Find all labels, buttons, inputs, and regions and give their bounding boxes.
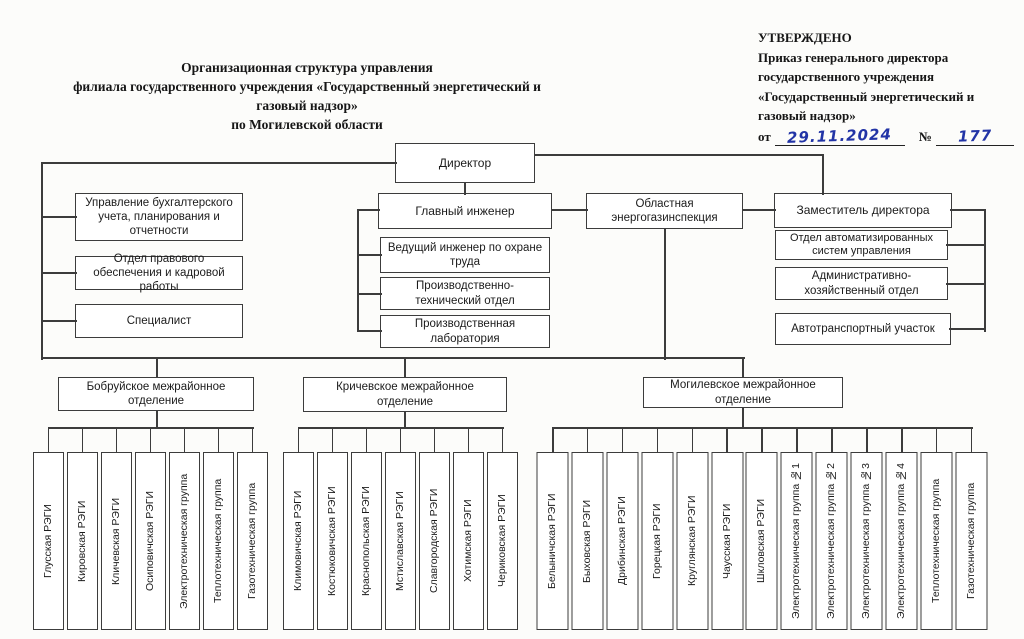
node-mogilev-branch: Могилевское межрайонное отделение — [643, 377, 843, 408]
unit-connector-line — [622, 427, 624, 452]
connector-line — [404, 411, 406, 428]
unit-connector-line — [218, 427, 220, 452]
connector-line — [950, 209, 986, 211]
unit-connector-line — [298, 427, 300, 452]
date-underline — [775, 125, 905, 147]
connector-line — [41, 272, 77, 274]
unit-box: Электротехническая группа №2 — [816, 452, 848, 630]
unit-box: Теплотехническая группа — [921, 452, 953, 630]
connector-line — [984, 209, 986, 332]
node-production-technical-department: Производственно-технический отдел — [380, 277, 550, 310]
unit-connector-line — [936, 427, 938, 452]
unit-connector-line — [468, 427, 470, 452]
handwritten-date: 29.11.2024 — [787, 125, 893, 147]
unit-box: Мстиславская РЭГИ — [385, 452, 416, 630]
unit-box: Круглянская РЭГИ — [677, 452, 709, 630]
approval-heading: УТВЕРЖДЕНО — [758, 30, 852, 45]
unit-connector-line — [866, 427, 868, 452]
number-label: № — [918, 128, 932, 144]
node-legal-hr-department: Отдел правового обеспечения и кадровой работы — [75, 256, 243, 290]
node-labor-safety-engineer: Ведущий инженер по охране труда — [380, 237, 550, 273]
unit-box: Славгородская РЭГИ — [419, 452, 450, 630]
node-oblast-energy-gas-inspection: Областная энергогазинспекция — [586, 193, 743, 229]
approval-line: государственного учреждения — [758, 69, 935, 84]
connector-line — [298, 427, 504, 429]
number-underline — [936, 126, 1014, 146]
connector-line — [357, 254, 382, 256]
unit-connector-line — [116, 427, 118, 452]
unit-box: Осиповичская РЭГИ — [135, 452, 166, 630]
node-chief-engineer: Главный инженер — [378, 193, 552, 229]
unit-box: Дрибинская РЭГИ — [607, 452, 639, 630]
unit-connector-line — [434, 427, 436, 452]
unit-box: Чаусская РЭГИ — [712, 452, 744, 630]
node-automated-systems-department: Отдел автоматизированных систем управления — [775, 230, 948, 260]
handwritten-number: 177 — [957, 126, 993, 146]
unit-connector-line — [366, 427, 368, 452]
connector-line — [41, 216, 77, 218]
connector-line — [404, 357, 406, 378]
document-title — [57, 58, 557, 134]
unit-box: Климовичская РЭГИ — [283, 452, 314, 630]
unit-connector-line — [761, 427, 763, 452]
connector-line — [552, 209, 588, 211]
connector-line — [357, 209, 359, 332]
connector-line — [357, 330, 382, 332]
approval-line: «Государственный энергетический и — [758, 88, 975, 104]
unit-connector-line — [971, 427, 973, 452]
unit-box: Костюковичская РЭГИ — [317, 452, 348, 630]
unit-box: Белыничская РЭГИ — [537, 452, 569, 630]
unit-box: Краснопольская РЭГИ — [351, 452, 382, 630]
unit-box: Кировская РЭГИ — [67, 452, 98, 630]
unit-connector-line — [150, 427, 152, 452]
connector-line — [357, 209, 380, 211]
node-specialist: Специалист — [75, 304, 243, 338]
connector-line — [822, 154, 824, 195]
connector-line — [743, 209, 776, 211]
unit-box: Электротехническая группа №3 — [851, 452, 883, 630]
connector-line — [946, 283, 986, 285]
unit-connector-line — [82, 427, 84, 452]
connector-line — [41, 162, 43, 360]
unit-connector-line — [252, 427, 254, 452]
connector-line — [49, 427, 254, 429]
node-admin-household-department: Административно-хозяйственный отдел — [775, 267, 948, 300]
connector-line — [464, 183, 466, 195]
unit-connector-line — [552, 427, 554, 452]
unit-box: Хотимская РЭГИ — [453, 452, 484, 630]
node-deputy-director: Заместитель директора — [774, 193, 952, 228]
date-label: от — [758, 128, 771, 144]
unit-connector-line — [901, 427, 903, 452]
title-line-3: по Могилевской области — [231, 117, 383, 132]
node-krichev-branch: Кричевское межрайонное отделение — [303, 377, 507, 412]
connector-line — [41, 162, 397, 164]
unit-connector-line — [726, 427, 728, 452]
connector-line — [156, 357, 158, 378]
approval-block — [758, 28, 1014, 146]
node-bobruisk-branch: Бобруйское межрайонное отделение — [58, 377, 254, 411]
connector-line — [664, 228, 666, 360]
approval-line: газовый надзор» — [758, 108, 856, 123]
node-director: Директор — [395, 143, 535, 183]
unit-connector-line — [657, 427, 659, 452]
unit-box: Электротехническая группа — [169, 452, 200, 630]
unit-box: Электротехническая группа №4 — [886, 452, 918, 630]
connector-line — [41, 357, 745, 359]
connector-line — [357, 293, 382, 295]
connector-line — [552, 427, 973, 429]
connector-line — [742, 357, 744, 378]
unit-connector-line — [400, 427, 402, 452]
unit-connector-line — [184, 427, 186, 452]
unit-box: Шкловская РЭГИ — [746, 452, 778, 630]
unit-box: Кличевская РЭГИ — [101, 452, 132, 630]
connector-line — [156, 411, 158, 428]
title-line-1: Организационная структура управления — [181, 60, 433, 75]
unit-connector-line — [332, 427, 334, 452]
connector-line — [946, 244, 986, 246]
unit-connector-line — [587, 427, 589, 452]
approval-date-number-row — [758, 127, 1014, 147]
node-motor-transport-section: Автотранспортный участок — [775, 313, 951, 345]
unit-box: Глусская РЭГИ — [33, 452, 64, 630]
unit-box: Горецкая РЭГИ — [642, 452, 674, 630]
approval-line: Приказ генерального директора — [758, 49, 949, 65]
unit-connector-line — [502, 427, 504, 452]
unit-connector-line — [48, 427, 50, 452]
unit-box: Чериковская РЭГИ — [487, 452, 518, 630]
unit-box: Газотехническая группа — [237, 452, 268, 630]
connector-line — [41, 320, 77, 322]
unit-connector-line — [796, 427, 798, 452]
unit-connector-line — [692, 427, 694, 452]
connector-line — [742, 407, 744, 428]
unit-connector-line — [831, 427, 833, 452]
node-accounting-department: Управление бухгалтерского учета, планирования и отчетности — [75, 193, 243, 241]
node-production-laboratory: Производственная лаборатория — [380, 315, 550, 348]
connector-line — [949, 328, 986, 330]
title-line-2: филиала государственного учреждения «Государственный энергетический и газовый надзор» — [73, 79, 541, 113]
unit-box: Быховская РЭГИ — [572, 452, 604, 630]
unit-box: Теплотехническая группа — [203, 452, 234, 630]
unit-box: Газотехническая группа — [956, 452, 988, 630]
connector-line — [535, 154, 824, 156]
unit-box: Электротехническая группа №1 — [781, 452, 813, 630]
